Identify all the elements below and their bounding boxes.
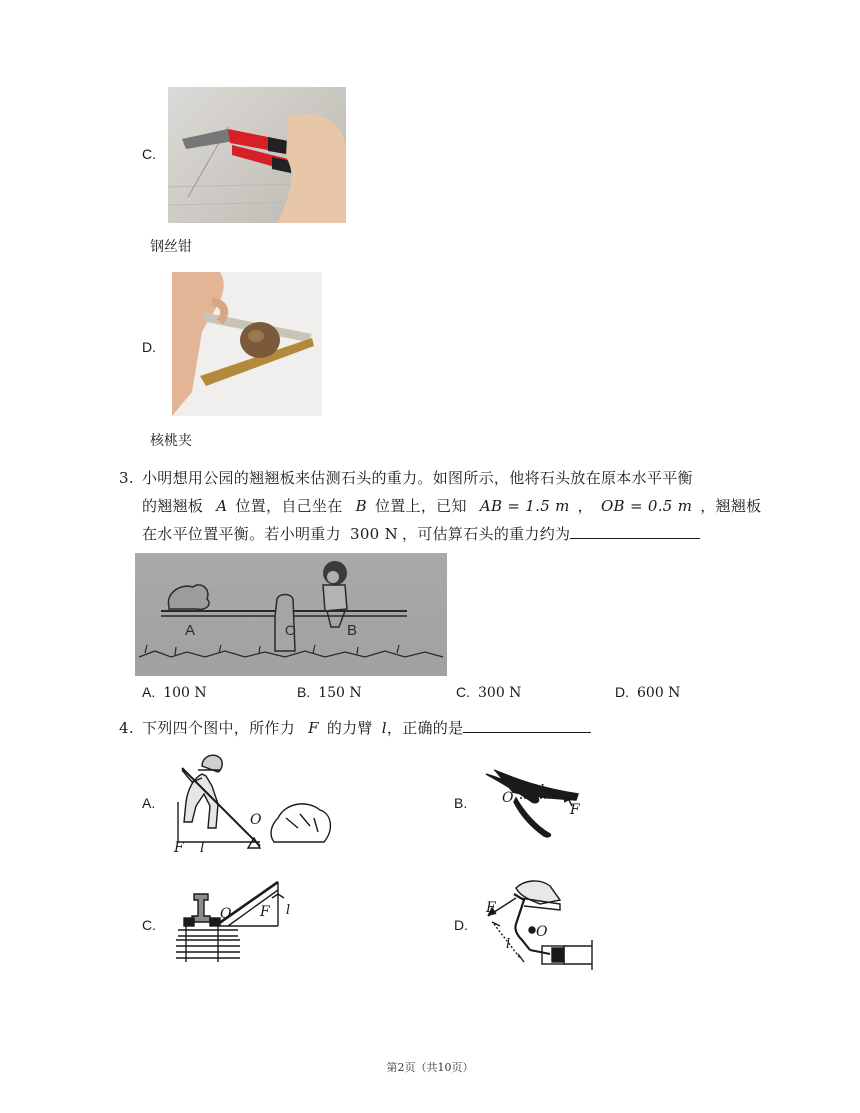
question-3-line-1: 小明想用公园的翘翘板来估测石头的重力。如图所示，他将石头放在原本水平平衡 (142, 469, 693, 487)
q4c-label-o: O (220, 906, 232, 922)
q4a-label-f: F (174, 840, 184, 852)
q4-option-b-letter: B. (454, 795, 468, 811)
ab-equation: AB = 1.5 m (479, 497, 570, 515)
pliers-photo (168, 87, 346, 223)
option-d-letter: D. (142, 339, 156, 355)
q3-text-part: ，翘翘板 (700, 497, 762, 515)
choice-text: 150 N (318, 685, 362, 701)
var-b: B (355, 497, 367, 515)
q4d-label-f: F (486, 900, 496, 916)
answer-blank[interactable] (463, 718, 591, 733)
q3-text-part: 在水平位置平衡。若小明重力 (142, 525, 341, 543)
seesaw-label-b: B (347, 622, 358, 639)
question-3-line-3 (142, 520, 700, 548)
q3-choice-b[interactable] (297, 684, 362, 701)
q4-option-a-figure (168, 748, 344, 852)
option-d-caption: 核桃夹 (150, 433, 192, 449)
var-a: A (216, 497, 228, 515)
q4-option-a-letter: A. (142, 795, 156, 811)
q3-choice-c[interactable] (456, 684, 521, 701)
option-c-letter: C. (142, 146, 156, 162)
seesaw-label-a: A (185, 622, 196, 639)
q4c-label-f: F (260, 904, 270, 920)
q3-text-part: 的翘翘板 (142, 497, 204, 515)
q4-option-b-figure (480, 764, 584, 838)
q3-text-part: 位置，自己坐在 (235, 497, 343, 515)
ob-equation: OB = 0.5 m (600, 497, 693, 515)
q4b-label-o: O (502, 790, 514, 806)
page-footer: 第2页（共10页） (386, 1061, 474, 1074)
nutcracker-photo (172, 272, 322, 416)
answer-blank[interactable] (570, 524, 700, 539)
choice-letter: D. (615, 684, 629, 700)
q4-text-part: 的力臂 (326, 719, 373, 737)
seesaw-label-o: O (285, 622, 296, 638)
q4b-label-l: l (540, 783, 545, 798)
q4d-label-l: l (506, 937, 511, 952)
var-f: F (308, 719, 319, 737)
q3-choice-d[interactable] (615, 684, 680, 701)
q4a-label-l: l (200, 840, 205, 852)
q4b-label-f: F (570, 802, 580, 818)
option-c-caption: 钢丝钳 (150, 239, 192, 255)
question-3-line-2: 的翘翘板 A 位置，自己坐在 B 位置上，已知 AB = 1.5 m ， OB = 0.5 m ，翘翘板 (142, 497, 762, 515)
question-4-number: 4. (119, 719, 134, 737)
q3-choice-a[interactable] (142, 684, 207, 701)
q4-option-c-figure (168, 876, 300, 966)
q4-option-d-letter: D. (454, 917, 468, 933)
choice-text: 600 N (637, 685, 681, 701)
q4-option-d-figure (480, 870, 596, 974)
choice-text: 100 N (163, 685, 207, 701)
q4-text-part: 下列四个图中，所作力 (142, 719, 296, 737)
choice-letter: C. (456, 684, 470, 700)
choice-text: 300 N (478, 685, 522, 701)
q4c-label-l: l (286, 903, 291, 918)
weight-value: 300 N (349, 525, 399, 543)
q3-text-part: 位置上，已知 (374, 497, 467, 515)
choice-letter: B. (297, 684, 311, 700)
q3-text-part: ，可估算石头的重力约为 (402, 525, 571, 543)
question-4-text (142, 714, 591, 742)
choice-letter: A. (142, 684, 156, 700)
seesaw-photo (135, 553, 447, 676)
q4-option-c-letter: C. (142, 917, 156, 933)
question-3-number: 3. (119, 469, 134, 487)
q4a-label-o: O (250, 812, 262, 828)
q4d-label-o: O (536, 924, 548, 940)
var-l: l (381, 719, 387, 737)
q4-text-part: ，正确的是 (386, 719, 464, 737)
